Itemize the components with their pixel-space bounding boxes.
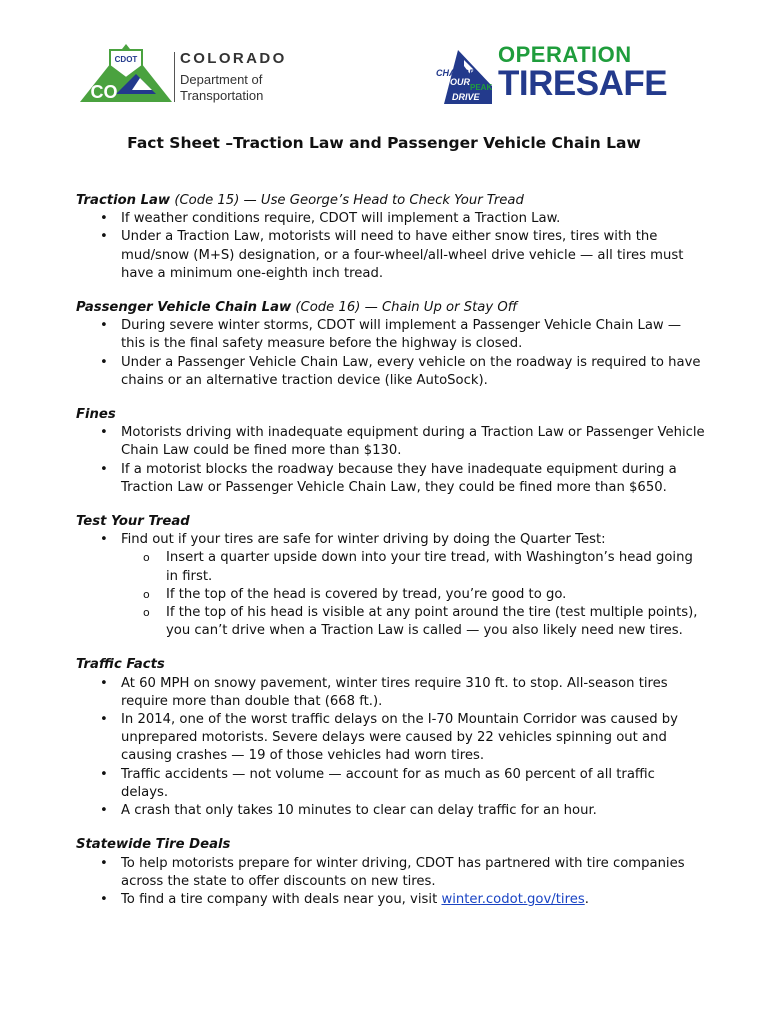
list-item: • Under a Traction Law, motorists will need to have either snow tires, tires with the mud/snow (M+S) designation, or a four-wheel/all-wheel drive vehicle — all tires must have a minimum one-eighth inch tread.	[76, 228, 706, 283]
section-heading	[76, 836, 706, 854]
cdot-department-line2: Transportation	[180, 88, 264, 103]
sub-list-item: o Insert a quarter upside down into your tire tread, with Washington’s head going in first.	[121, 549, 706, 585]
section-heading-name: Statewide Tire Deals	[76, 837, 231, 853]
bullet-list	[76, 210, 706, 283]
section-heading-name: Passenger Vehicle Chain Law	[76, 300, 292, 316]
list-item: • Traffic accidents — not volume — account for as much as 60 percent of all traffic delays.	[76, 766, 706, 802]
tiresafe-wordmark: TIRESAFE	[498, 64, 668, 103]
list-item: • At 60 MPH on snowy pavement, winter tires require 310 ft. to stop. All-season tires require more than double that (668 ft.).	[76, 675, 706, 711]
list-item-text: To find a tire company with deals near you, visit	[121, 891, 442, 907]
page-title: Fact Sheet –Traction Law and Passenger Vehicle Chain Law	[127, 134, 641, 152]
ots-tagline-1: CHANGE	[436, 68, 476, 78]
list-item: • In 2014, one of the worst traffic delays on the I-70 Mountain Corridor was caused by unprepared motorists. Severe delays were caused by 22 vehicles spinning out and causing crashes — 19 of those vehicles had worn tires.	[76, 711, 706, 766]
ots-tagline-2: YOUR	[444, 77, 471, 87]
list-item: • During severe winter storms, CDOT will implement a Passenger Vehicle Chain Law — this is the final safety measure before the highway is closed.	[76, 317, 706, 353]
section-heading-suffix: (Code 15) — Use George’s Head to Check Your Tread	[170, 193, 524, 208]
bullet-list	[76, 531, 706, 640]
section-heading-name: Test Your Tread	[76, 514, 190, 530]
list-item: • If a motorist blocks the roadway because they have inadequate equipment during a Traction Law or Passenger Vehicle Chain Law, they could be fined more than $650.	[76, 461, 706, 497]
tire-deals-link[interactable]: winter.codot.gov/tires	[441, 891, 585, 907]
list-item: • A crash that only takes 10 minutes to clear can delay traffic for an hour.	[76, 802, 706, 820]
section-heading-name: Traction Law	[76, 193, 171, 208]
bullet-list	[76, 855, 706, 910]
sub-list-item: o If the top of his head is visible at any point around the tire (test multiple points), you can’t drive when a Traction Law is called — you also likely need new tires.	[121, 604, 706, 640]
operation-wordmark: OPERATION	[498, 42, 632, 67]
bullet-list	[76, 317, 706, 390]
list-item: • To help motorists prepare for winter driving, CDOT has partnered with tire companies across the state to offer discounts on new tires.	[76, 855, 706, 891]
section-heading	[76, 299, 706, 317]
ots-tagline-4: DRIVE	[452, 92, 480, 102]
fact-sheet-body	[76, 192, 706, 925]
section-heading-name: Traffic Facts	[76, 657, 165, 673]
traffic-facts-section	[76, 656, 706, 820]
cdot-state-name: COLORADO	[180, 50, 287, 67]
bullet-list	[76, 424, 706, 497]
section-heading	[76, 656, 706, 674]
list-item	[76, 531, 706, 640]
cdot-logo-badge: CDOT	[114, 55, 138, 64]
ots-tagline-3: PEAK	[470, 83, 493, 92]
list-item-text: .	[584, 891, 589, 907]
bullet-list	[76, 675, 706, 821]
list-item: • If weather conditions require, CDOT will implement a Traction Law.	[76, 210, 706, 228]
cdot-logo-co: CO	[90, 82, 118, 102]
sub-list-item: o If the top of the head is covered by tread, you’re good to go.	[121, 586, 706, 604]
section-heading	[76, 192, 706, 210]
sub-bullet-list	[121, 549, 706, 640]
section-heading	[76, 406, 706, 424]
list-item	[76, 891, 706, 909]
fines-section	[76, 406, 706, 497]
page-header	[0, 0, 768, 120]
list-item: • Under a Passenger Vehicle Chain Law, every vehicle on the roadway is required to have chains or an alternative traction device (like AutoSock).	[76, 354, 706, 390]
cdot-department-line1: Department of	[180, 72, 263, 87]
list-item: • Motorists driving with inadequate equipment during a Traction Law or Passenger Vehicle Chain Law could be fined more than $130.	[76, 424, 706, 460]
change-your-peak-drive-icon	[434, 46, 496, 104]
chain-law-section	[76, 299, 706, 390]
traction-law-section	[76, 192, 706, 283]
list-item-text: Find out if your tires are safe for winter driving by doing the Quarter Test:	[121, 532, 606, 548]
tire-deals-section	[76, 836, 706, 909]
cdot-logo-icon	[76, 40, 176, 104]
section-heading-name: Fines	[76, 407, 116, 423]
logo-divider	[174, 52, 175, 102]
section-heading	[76, 513, 706, 531]
section-heading-suffix: (Code 16) — Chain Up or Stay Off	[291, 300, 518, 316]
test-tread-section	[76, 513, 706, 640]
